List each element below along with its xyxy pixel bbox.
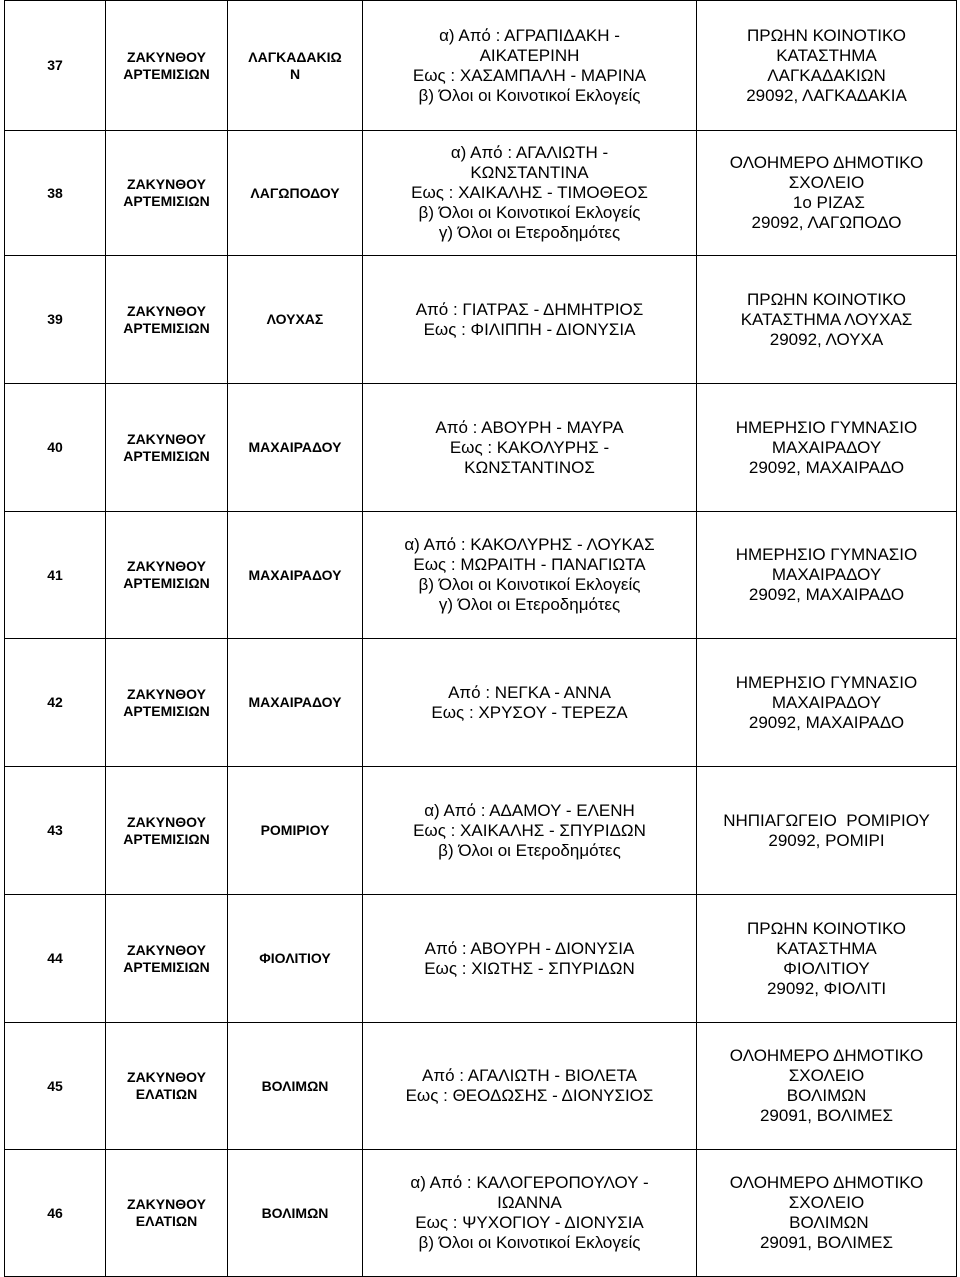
polling-place-cell-line: ΟΛΟΗΜΕΡΟ ΔΗΜΟΤΙΚΟ (729, 1046, 924, 1065)
municipality-cell-line: ΑΡΤΕΜΙΣΙΩΝ (123, 702, 210, 719)
municipality-cell (106, 1023, 228, 1150)
polling-place-cell (697, 256, 957, 384)
polling-place-cell (697, 512, 957, 639)
polling-place-cell-line: ΣΧΟΛΕΙΟ (788, 1193, 865, 1212)
polling-place-cell-line: 29091, ΒΟΛΙΜΕΣ (759, 1106, 894, 1125)
voter-range-cell-line: ΚΩΝΣΤΑΝΤΙΝΟΣ (464, 457, 595, 477)
municipality-cell-line: ΑΡΤΕΜΙΣΙΩΝ (123, 447, 210, 464)
voter-range-cell-line: Από : ΑΓΑΛΙΩΤΗ - ΒΙΟΛΕΤΑ (422, 1066, 637, 1085)
polling-place-cell-line: ΛΑΓΚΑΔΑΚΙΩΝ (767, 65, 886, 85)
polling-place-cell-line: 29092, ΜΑΧΑΙΡΑΔΟ (748, 457, 905, 477)
table-row (5, 256, 957, 384)
district-cell (228, 512, 363, 639)
polling-place-cell-line: 1ο ΡΙΖΑΣ (788, 193, 865, 212)
voter-range-cell-line: γ) Όλοι οι Ετεροδημότες (438, 223, 621, 242)
table-row (5, 131, 957, 256)
voter-range-cell-line: Από : ΝΕΓΚΑ - ΑΝΝΑ (448, 682, 611, 702)
municipality-cell-line: ΑΡΤΕΜΙΣΙΩΝ (123, 193, 210, 209)
polling-place-cell (697, 1150, 957, 1277)
municipality-cell-line: ΕΛΑΤΙΩΝ (135, 1086, 198, 1102)
polling-place-cell-line: ΚΑΤΑΣΤΗΜΑ ΛΟΥΧΑΣ (740, 309, 913, 329)
polling-place-cell-line: ΚΑΤΑΣΤΗΜΑ (776, 938, 877, 958)
voter-range-cell-line: β) Όλοι οι Κοινοτικοί Εκλογείς (418, 203, 641, 222)
polling-place-cell-line: ΣΧΟΛΕΙΟ (788, 1066, 865, 1085)
station-number: 39 (5, 256, 106, 384)
polling-place-cell (697, 895, 957, 1023)
polling-place-cell-line: ΝΗΠΙΑΓΩΓΕΙΟ ΡΟΜΙΡΙΟΥ (723, 810, 930, 830)
polling-place-cell (697, 384, 957, 512)
municipality-cell-line: ΑΡΤΕΜΙΣΙΩΝ (123, 958, 210, 975)
municipality-cell-line: ΖΑΚΥΝΘΟΥ (127, 48, 206, 65)
municipality-cell-line: ΖΑΚΥΝΘΟΥ (127, 430, 206, 447)
voter-range-cell-line: Εως : ΧΙΩΤΗΣ - ΣΠΥΡΙΔΩΝ (424, 958, 635, 978)
municipality-cell-line: ΖΑΚΥΝΘΟΥ (127, 1196, 206, 1212)
municipality-cell-line: ΖΑΚΥΝΘΟΥ (127, 813, 206, 830)
polling-place-cell-line: 29092, ΜΑΧΑΙΡΑΔΟ (748, 712, 905, 732)
polling-place-cell (697, 1, 957, 131)
municipality-cell-line: ΑΡΤΕΜΙΣΙΩΝ (123, 319, 210, 336)
station-number: 38 (5, 131, 106, 256)
polling-place-cell-line: ΟΛΟΗΜΕΡΟ ΔΗΜΟΤΙΚΟ (729, 153, 924, 172)
voter-range-cell-line: Από : ΓΙΑΤΡΑΣ - ΔΗΜΗΤΡΙΟΣ (415, 299, 644, 319)
municipality-cell-line: ΖΑΚΥΝΘΟΥ (127, 176, 206, 192)
voter-range-cell-line: Εως : ΨΥΧΟΓΙΟΥ - ΔΙΟΝΥΣΙΑ (415, 1213, 644, 1232)
district-cell (228, 131, 363, 256)
municipality-cell-line: ΑΡΤΕΜΙΣΙΩΝ (123, 65, 210, 82)
table-row (5, 895, 957, 1023)
district-cell (228, 767, 363, 895)
polling-place-cell (697, 131, 957, 256)
table-row (5, 384, 957, 512)
voter-range-cell (363, 1150, 697, 1277)
polling-place-cell-line: 29092, ΛΑΓΚΑΔΑΚΙΑ (746, 85, 907, 105)
polling-place-cell-line: ΗΜΕΡΗΣΙΟ ΓΥΜΝΑΣΙΟ (735, 545, 918, 564)
polling-stations-table (4, 0, 957, 1277)
polling-place-cell-line: ΜΑΧΑΙΡΑΔΟΥ (771, 692, 882, 712)
municipality-cell (106, 1, 228, 131)
municipality-cell-line: ΖΑΚΥΝΘΟΥ (127, 685, 206, 702)
voter-range-cell-line: Εως : ΧΑΙΚΑΛΗΣ - ΣΠΥΡΙΔΩΝ (413, 820, 646, 840)
district-cell-line: ΛΑΓΚΑΔΑΚΙΩ (248, 48, 342, 65)
polling-place-cell-line: ΠΡΩΗΝ ΚΟΙΝΟΤΙΚΟ (746, 918, 906, 938)
municipality-cell (106, 384, 228, 512)
polling-place-cell-line: ΟΛΟΗΜΕΡΟ ΔΗΜΟΤΙΚΟ (729, 1173, 924, 1192)
table-row (5, 639, 957, 767)
voter-range-cell-line: γ) Όλοι οι Ετεροδημότες (438, 595, 621, 614)
district-cell-line: ΡΟΜΙΡΙΟΥ (260, 822, 330, 838)
voter-range-cell (363, 895, 697, 1023)
polling-place-cell-line: ΜΑΧΑΙΡΑΔΟΥ (771, 565, 882, 584)
municipality-cell-line: ΑΡΤΕΜΙΣΙΩΝ (123, 575, 210, 591)
station-number: 42 (5, 639, 106, 767)
district-cell-line: ΛΑΓΩΠΟΔΟΥ (250, 184, 340, 201)
polling-place-cell-line: ΒΟΛΙΜΩΝ (784, 1213, 869, 1232)
district-cell-line: ΜΑΧΑΙΡΑΔΟΥ (248, 694, 342, 710)
polling-place-cell-line: 29092, ΛΟΥΧΑ (769, 329, 884, 349)
district-cell-line: ΒΟΛΙΜΩΝ (261, 1077, 329, 1094)
district-cell (228, 384, 363, 512)
district-cell-line: Ν (289, 65, 301, 82)
district-cell-line: ΛΟΥΧΑΣ (266, 311, 324, 327)
station-number: 41 (5, 512, 106, 639)
voter-range-cell (363, 384, 697, 512)
voter-range-cell-line: Εως : ΚΑΚΟΛΥΡΗΣ - (449, 437, 610, 457)
table-row (5, 767, 957, 895)
station-number: 46 (5, 1150, 106, 1277)
polling-place-cell (697, 767, 957, 895)
station-number: 43 (5, 767, 106, 895)
district-cell-line: ΜΑΧΑΙΡΑΔΟΥ (248, 439, 342, 455)
table-row (5, 1150, 957, 1277)
municipality-cell (106, 131, 228, 256)
municipality-cell (106, 639, 228, 767)
voter-range-cell-line: Εως : ΜΩΡΑΙΤΗ - ΠΑΝΑΓΙΩΤΑ (413, 555, 646, 574)
municipality-cell-line: ΖΑΚΥΝΘΟΥ (127, 1069, 206, 1085)
station-number: 45 (5, 1023, 106, 1150)
voter-range-cell (363, 1, 697, 131)
polling-place-cell-line: ΒΟΛΙΜΩΝ (786, 1086, 867, 1105)
municipality-cell (106, 256, 228, 384)
table-body (5, 1, 957, 1277)
table-row (5, 1, 957, 131)
voter-range-cell-line: ΚΩΝΣΤΑΝΤΙΝΑ (470, 163, 589, 182)
station-number: 44 (5, 895, 106, 1023)
voter-range-cell-line: Εως : ΦΙΛΙΠΠΗ - ΔΙΟΝΥΣΙΑ (423, 319, 636, 339)
municipality-cell (106, 767, 228, 895)
polling-place-cell-line: 29092, ΡΟΜΙΡΙ (768, 830, 885, 850)
voter-range-cell-line: α) Από : ΚΑΛΟΓΕΡΟΠΟΥΛΟΥ - (410, 1173, 649, 1192)
municipality-cell (106, 895, 228, 1023)
voter-range-cell-line: α) Από : ΑΓΑΛΙΩΤΗ - (450, 143, 609, 162)
voter-range-cell-line: Εως : ΧΑΙΚΑΛΗΣ - ΤΙΜΟΘΕΟΣ (411, 183, 648, 202)
voter-range-cell-line: ΙΩΑΝΝΑ (497, 1193, 562, 1212)
voter-range-cell-line: β) Όλοι οι Κοινοτικοί Εκλογείς (418, 85, 641, 105)
voter-range-cell (363, 639, 697, 767)
voter-range-cell-line: α) Από : ΑΔΑΜΟΥ - ΕΛΕΝΗ (424, 800, 635, 820)
voter-range-cell-line: α) Από : ΚΑΚΟΛΥΡΗΣ - ΛΟΥΚΑΣ (404, 535, 655, 554)
municipality-cell-line: ΖΑΚΥΝΘΟΥ (127, 302, 206, 319)
voter-range-cell (363, 767, 697, 895)
voter-range-cell (363, 512, 697, 639)
polling-place-cell-line: ΣΧΟΛΕΙΟ (788, 173, 865, 192)
district-cell (228, 1, 363, 131)
municipality-cell-line: ΖΑΚΥΝΘΟΥ (127, 941, 206, 958)
polling-place-cell-line: ΠΡΩΗΝ ΚΟΙΝΟΤΙΚΟ (746, 25, 906, 45)
voter-range-cell-line: α) Από : ΑΓΡΑΠΙΔΑΚΗ - (439, 25, 620, 45)
district-cell (228, 895, 363, 1023)
station-number: 40 (5, 384, 106, 512)
municipality-cell (106, 1150, 228, 1277)
table-row (5, 1023, 957, 1150)
district-cell-line: ΦΙΟΛΙΤΙΟΥ (259, 950, 331, 966)
municipality-cell-line: ΖΑΚΥΝΘΟΥ (127, 558, 206, 574)
voter-range-cell (363, 1023, 697, 1150)
polling-place-cell (697, 639, 957, 767)
voter-range-cell-line: ΑΙΚΑΤΕΡΙΝΗ (479, 45, 580, 65)
municipality-cell-line: ΑΡΤΕΜΙΣΙΩΝ (123, 830, 210, 847)
voter-range-cell-line: Εως : ΧΡΥΣΟΥ - ΤΕΡΕΖΑ (431, 702, 628, 722)
district-cell-line: ΒΟΛΙΜΩΝ (261, 1204, 329, 1221)
district-cell (228, 639, 363, 767)
polling-place-cell-line: ΦΙΟΛΙΤΙΟΥ (783, 958, 870, 978)
polling-place-cell-line: 29092, ΦΙΟΛΙΤΙ (766, 978, 887, 998)
voter-range-cell-line: β) Όλοι οι Ετεροδημότες (438, 840, 621, 860)
municipality-cell (106, 512, 228, 639)
voter-range-cell-line: Εως : ΧΑΣΑΜΠΑΛΗ - ΜΑΡΙΝΑ (412, 65, 647, 85)
polling-place-cell-line: 29092, ΛΑΓΩΠΟΔΟ (751, 213, 902, 232)
polling-place-cell-line: 29092, ΜΑΧΑΙΡΑΔΟ (748, 585, 905, 604)
polling-place-cell-line: ΗΜΕΡΗΣΙΟ ΓΥΜΝΑΣΙΟ (735, 417, 918, 437)
table-row (5, 512, 957, 639)
polling-place-cell-line: 29091, ΒΟΛΙΜΕΣ (759, 1233, 894, 1252)
voter-range-cell (363, 131, 697, 256)
voter-range-cell-line: Εως : ΘΕΟΔΩΣΗΣ - ΔΙΟΝΥΣΙΟΣ (405, 1086, 654, 1105)
polling-place-cell-line: ΜΑΧΑΙΡΑΔΟΥ (771, 437, 882, 457)
voter-range-cell-line: Από : ΑΒΟΥΡΗ - ΜΑΥΡΑ (435, 417, 624, 437)
voter-range-cell-line: β) Όλοι οι Κοινοτικοί Εκλογείς (418, 1233, 641, 1252)
district-cell (228, 1150, 363, 1277)
district-cell (228, 1023, 363, 1150)
polling-place-cell-line: ΗΜΕΡΗΣΙΟ ΓΥΜΝΑΣΙΟ (735, 672, 918, 692)
municipality-cell-line: ΕΛΑΤΙΩΝ (135, 1213, 198, 1229)
voter-range-cell (363, 256, 697, 384)
polling-place-cell (697, 1023, 957, 1150)
district-cell (228, 256, 363, 384)
voter-range-cell-line: Από : ΑΒΟΥΡΗ - ΔΙΟΝΥΣΙΑ (424, 938, 635, 958)
polling-place-cell-line: ΠΡΩΗΝ ΚΟΙΝΟΤΙΚΟ (746, 289, 906, 309)
station-number: 37 (5, 1, 106, 131)
voter-range-cell-line: β) Όλοι οι Κοινοτικοί Εκλογείς (418, 575, 641, 594)
district-cell-line: ΜΑΧΑΙΡΑΔΟΥ (248, 566, 342, 583)
polling-place-cell-line: ΚΑΤΑΣΤΗΜΑ (776, 45, 877, 65)
